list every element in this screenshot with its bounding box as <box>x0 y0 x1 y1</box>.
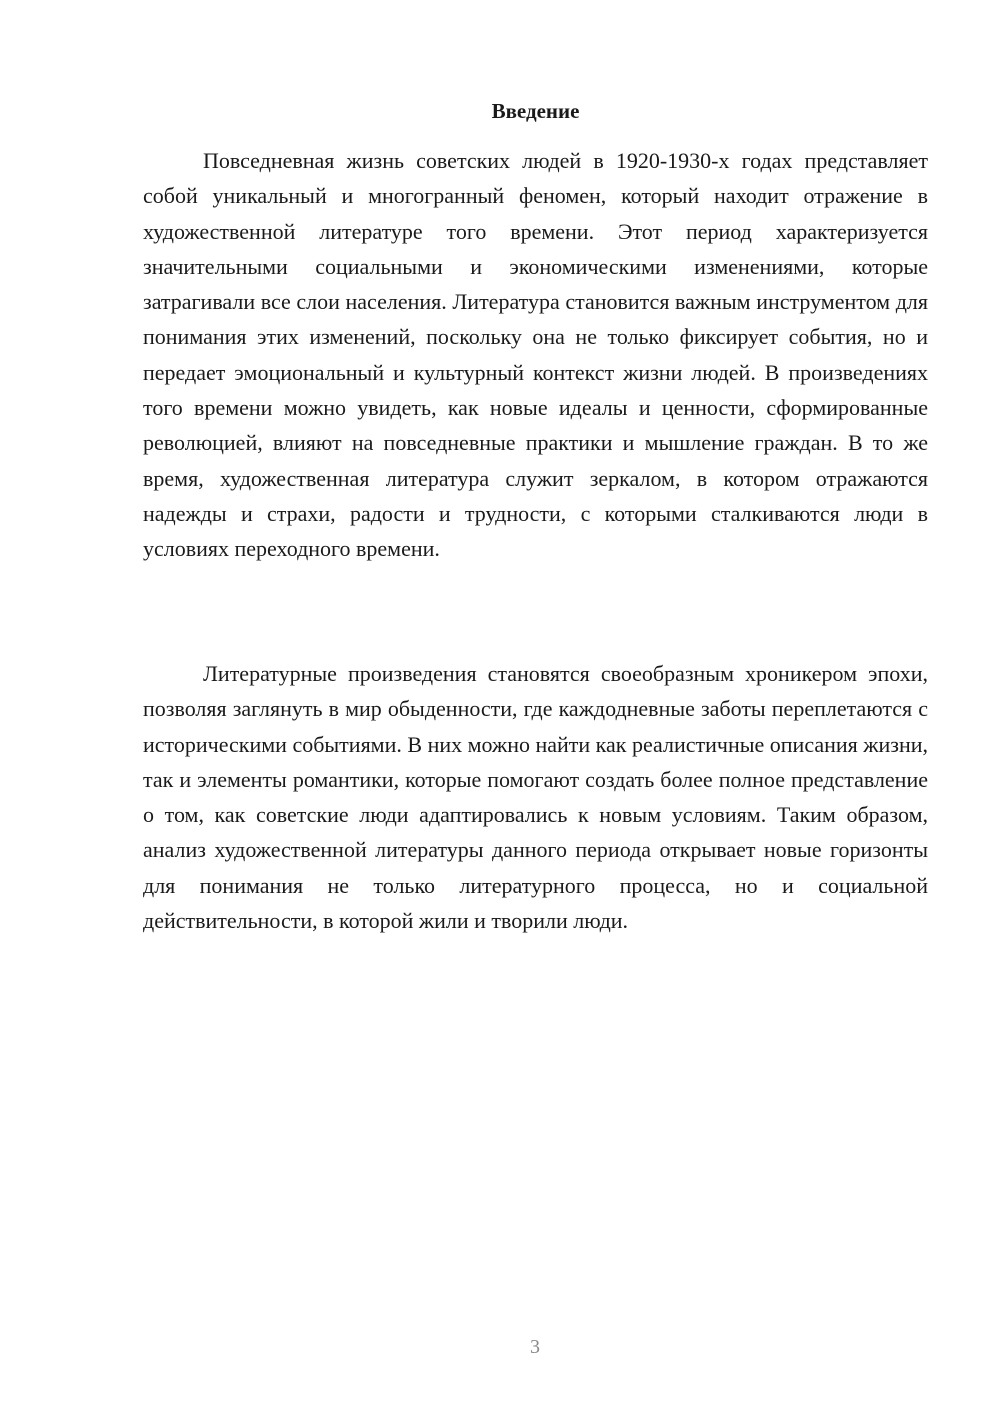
page-title: Введение <box>491 99 580 123</box>
body-paragraph: Повседневная жизнь советских людей в 1920-1930-х годах представляет собой уникальный и многогранный феномен, который находит отражение в художественной литературе того времени. Этот период характеризуется значительными социальными и экономическими изменениями, которые затрагивали все слои населения. Литература становится важным инструментом для понимания этих изменений, поскольку она не только фиксирует события, но и передает эмоциональный и культурный контекст жизни людей. В произведениях того времени можно увидеть, как новые идеалы и ценности, сформированные революцией, влияют на повседневные практики и мышление граждан. В то же время, художественная литература служит зеркалом, в котором отражаются надежды и страхи, радости и трудности, с которыми сталкиваются люди в условиях переходного времени. <box>143 148 928 562</box>
body-paragraph: Литературные произведения становятся своеобразным хроникером эпохи, позволяя заглянуть в мир обыденности, где каждодневные заботы переплетаются с историческими событиями. В них можно найти как реалистичные описания жизни, так и элементы романтики, которые помогают создать более полное представление о том, как советские люди адаптировались к новым условиям. Таким образом, анализ художественной литературы данного периода открывает новые горизонты для понимания не только литературного процесса, но и социальной действительности, в которой жили и творили люди. <box>143 661 928 934</box>
page-number: 3 <box>530 1336 540 1358</box>
